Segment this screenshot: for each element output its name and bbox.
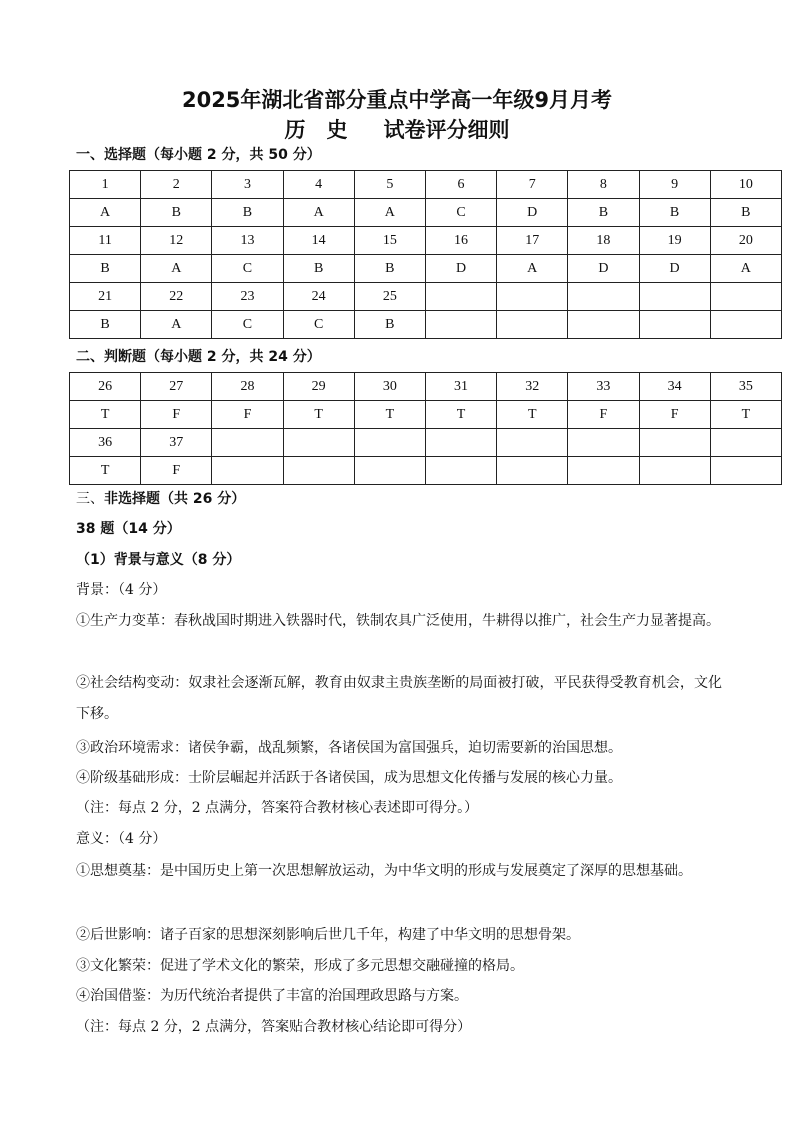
table-cell: B bbox=[70, 255, 141, 283]
table-cell bbox=[425, 457, 496, 485]
table-cell: F bbox=[639, 401, 710, 429]
table-row bbox=[70, 311, 782, 339]
section3-heading bbox=[76, 485, 736, 513]
table-cell: 17 bbox=[497, 227, 568, 255]
table-cell: D bbox=[425, 255, 496, 283]
table-cell: F bbox=[141, 401, 212, 429]
table-cell: 32 bbox=[497, 373, 568, 401]
table-cell: B bbox=[639, 199, 710, 227]
table-cell: 4 bbox=[283, 171, 354, 199]
table-cell: 27 bbox=[141, 373, 212, 401]
background-point: ③政治环境需求：诸侯争霸，战乱频繁，各诸侯国为富国强兵，迫切需要新的治国思想。 bbox=[76, 740, 622, 756]
table-cell: 31 bbox=[425, 373, 496, 401]
table-cell bbox=[212, 457, 283, 485]
table-cell bbox=[568, 311, 639, 339]
table-cell: 22 bbox=[141, 283, 212, 311]
table-cell bbox=[425, 311, 496, 339]
significance-point: ③文化繁荣：促进了学术文化的繁荣，形成了多元思想交融碰撞的格局。 bbox=[76, 958, 524, 974]
table-cell: 37 bbox=[141, 429, 212, 457]
table-cell: A bbox=[70, 199, 141, 227]
table-cell bbox=[639, 283, 710, 311]
table-cell: B bbox=[283, 255, 354, 283]
table-cell: T bbox=[425, 401, 496, 429]
table-cell: 26 bbox=[70, 373, 141, 401]
table-cell: A bbox=[141, 255, 212, 283]
table-row bbox=[70, 255, 782, 283]
table-row bbox=[70, 199, 782, 227]
table-cell bbox=[710, 457, 781, 485]
table-cell: B bbox=[141, 199, 212, 227]
table-cell bbox=[497, 311, 568, 339]
table-cell: D bbox=[497, 199, 568, 227]
table-cell: T bbox=[70, 457, 141, 485]
table-cell: C bbox=[212, 255, 283, 283]
table-cell: F bbox=[212, 401, 283, 429]
significance-label: 意义：（4 分） bbox=[76, 831, 167, 847]
background-point: ②社会结构变动：奴隶社会逐渐瓦解，教育由奴隶主贵族垄断的局面被打破，平民获得受教育机会，文化下移。 bbox=[76, 675, 722, 722]
table-cell: 16 bbox=[425, 227, 496, 255]
table-cell bbox=[283, 429, 354, 457]
exam-title: 2025年湖北省部分重点中学高一年级9月月考 bbox=[181, 88, 613, 112]
table-row bbox=[70, 401, 782, 429]
table-cell: 9 bbox=[639, 171, 710, 199]
table-cell bbox=[568, 457, 639, 485]
section3-title: 非选择题（共 26 分） bbox=[104, 491, 246, 507]
table-cell bbox=[710, 283, 781, 311]
background-label: 背景：（4 分） bbox=[76, 582, 167, 598]
table-cell: B bbox=[354, 311, 425, 339]
significance-point: ④治国借鉴：为历代统治者提供了丰富的治国理政思路与方案。 bbox=[76, 988, 468, 1004]
table-cell: B bbox=[70, 311, 141, 339]
table-cell: 14 bbox=[283, 227, 354, 255]
table-cell bbox=[639, 457, 710, 485]
scoring-rules-label: 试卷评分细则 bbox=[383, 118, 510, 142]
table-cell: T bbox=[70, 401, 141, 429]
table-cell: B bbox=[710, 199, 781, 227]
table-cell: 28 bbox=[212, 373, 283, 401]
table-cell: T bbox=[354, 401, 425, 429]
table-cell: 13 bbox=[212, 227, 283, 255]
table-cell: 3 bbox=[212, 171, 283, 199]
table-cell bbox=[568, 429, 639, 457]
table-cell: A bbox=[497, 255, 568, 283]
table-cell: F bbox=[141, 457, 212, 485]
table-cell bbox=[497, 429, 568, 457]
table-cell: 12 bbox=[141, 227, 212, 255]
table-cell: T bbox=[497, 401, 568, 429]
background-point: ④阶级基础形成：士阶层崛起并活跃于各诸侯国，成为思想文化传播与发展的核心力量。 bbox=[76, 770, 622, 786]
table-cell: T bbox=[283, 401, 354, 429]
part1-heading: （1）背景与意义（8 分） bbox=[76, 552, 241, 568]
table-cell bbox=[354, 429, 425, 457]
table-cell bbox=[354, 457, 425, 485]
table-cell: 6 bbox=[425, 171, 496, 199]
table-row bbox=[70, 171, 782, 199]
table-row bbox=[70, 227, 782, 255]
table-cell: C bbox=[212, 311, 283, 339]
table-cell: 34 bbox=[639, 373, 710, 401]
table-cell: B bbox=[354, 255, 425, 283]
table-cell: 11 bbox=[70, 227, 141, 255]
table-cell: D bbox=[639, 255, 710, 283]
table-cell bbox=[497, 283, 568, 311]
table-row bbox=[70, 429, 782, 457]
table-cell: T bbox=[710, 401, 781, 429]
table-cell: 24 bbox=[283, 283, 354, 311]
table-cell bbox=[497, 457, 568, 485]
table-row bbox=[70, 283, 782, 311]
table-cell bbox=[639, 311, 710, 339]
question-38-heading: 38 题（14 分） bbox=[76, 521, 181, 537]
table-cell: C bbox=[425, 199, 496, 227]
background-point: ①生产力变革：春秋战国时期进入铁器时代，铁制农具广泛使用，牛耕得以推广，社会生产力显著提高。 bbox=[76, 613, 720, 629]
table-cell bbox=[425, 283, 496, 311]
table-cell: 10 bbox=[710, 171, 781, 199]
table-cell: B bbox=[568, 199, 639, 227]
table-cell: 20 bbox=[710, 227, 781, 255]
background-note: （注：每点 2 分，2 点满分，答案符合教材核心表述即可得分。） bbox=[76, 800, 479, 816]
section2-heading: 二、判断题（每小题 2 分，共 24 分） bbox=[76, 349, 321, 365]
table-cell: 30 bbox=[354, 373, 425, 401]
table-cell: 23 bbox=[212, 283, 283, 311]
table-cell: 21 bbox=[70, 283, 141, 311]
table-cell: 5 bbox=[354, 171, 425, 199]
section3-prefix: 三、 bbox=[76, 491, 104, 507]
table-cell: 7 bbox=[497, 171, 568, 199]
table-cell: 1 bbox=[70, 171, 141, 199]
table-row bbox=[70, 373, 782, 401]
section1-heading: 一、选择题（每小题 2 分，共 50 分） bbox=[76, 147, 321, 163]
table-cell: A bbox=[710, 255, 781, 283]
significance-point: ②后世影响：诸子百家的思想深刻影响后世几千年，构建了中华文明的思想骨架。 bbox=[76, 927, 580, 943]
table-cell: D bbox=[568, 255, 639, 283]
table-cell: 25 bbox=[354, 283, 425, 311]
subject-name: 历 史 bbox=[284, 118, 348, 142]
table-cell: A bbox=[354, 199, 425, 227]
table-cell bbox=[568, 283, 639, 311]
table-cell: 33 bbox=[568, 373, 639, 401]
significance-note: （注：每点 2 分，2 点满分，答案贴合教材核心结论即可得分） bbox=[76, 1019, 472, 1035]
table-cell: 8 bbox=[568, 171, 639, 199]
table-cell: 35 bbox=[710, 373, 781, 401]
table-cell bbox=[283, 457, 354, 485]
table-cell bbox=[212, 429, 283, 457]
table-cell: 36 bbox=[70, 429, 141, 457]
significance-point: ①思想奠基：是中国历史上第一次思想解放运动，为中华文明的形成与发展奠定了深厚的思想基础。 bbox=[76, 863, 692, 879]
exam-subtitle bbox=[0, 114, 794, 144]
table-cell: B bbox=[212, 199, 283, 227]
table-cell: 29 bbox=[283, 373, 354, 401]
table-cell bbox=[639, 429, 710, 457]
table-row bbox=[70, 457, 782, 485]
table-cell: 18 bbox=[568, 227, 639, 255]
judgment-answer-table bbox=[69, 372, 782, 485]
table-cell: 19 bbox=[639, 227, 710, 255]
table-cell: C bbox=[283, 311, 354, 339]
choice-answer-table bbox=[69, 170, 782, 339]
table-cell bbox=[710, 429, 781, 457]
table-cell: A bbox=[141, 311, 212, 339]
table-cell: A bbox=[283, 199, 354, 227]
table-cell: F bbox=[568, 401, 639, 429]
table-cell: 2 bbox=[141, 171, 212, 199]
table-cell: 15 bbox=[354, 227, 425, 255]
table-cell bbox=[710, 311, 781, 339]
table-cell bbox=[425, 429, 496, 457]
